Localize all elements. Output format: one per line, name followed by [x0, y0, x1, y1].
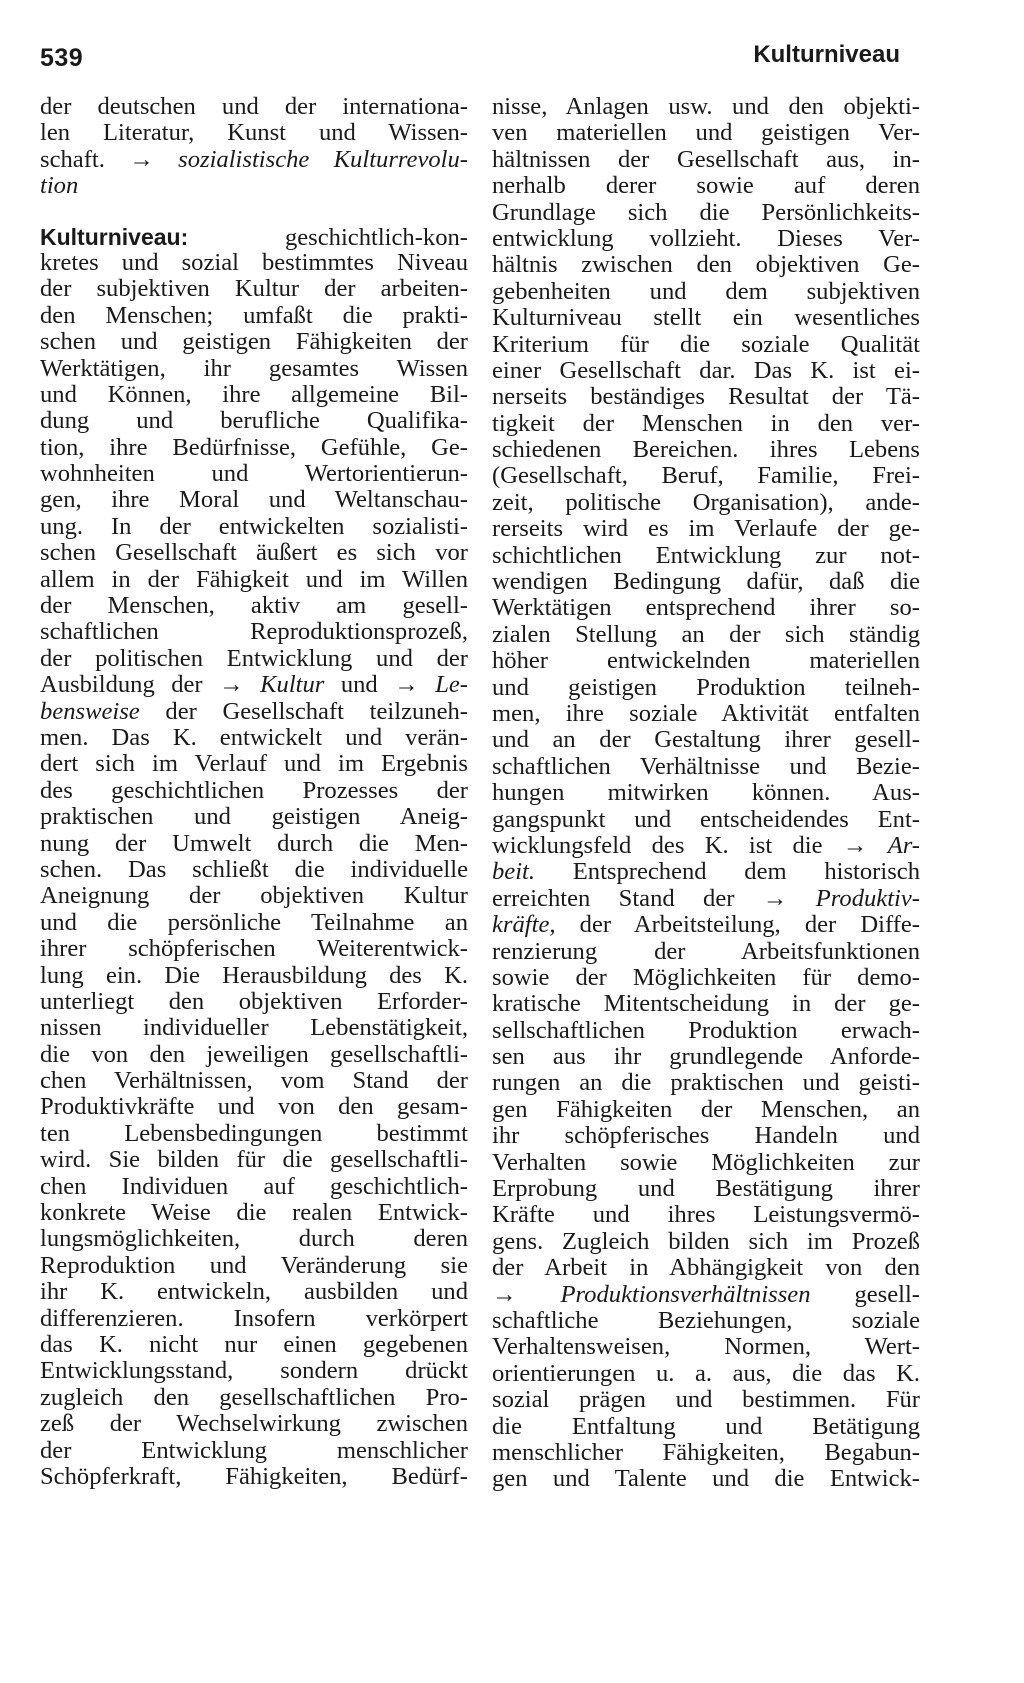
text-line: und geistigen Produktion teilneh- — [492, 673, 920, 701]
text-line: ihr K. entwickeln, ausbilden und — [40, 1278, 468, 1306]
text-line: ung. In der entwickelten sozialisti- — [40, 512, 468, 540]
text-line: und die persönliche Teilnahme an — [40, 908, 468, 936]
text-line: ihrer schöpferischen Weiterentwick- — [40, 935, 468, 963]
text-line: entwicklung vollzieht. Dieses Ver- — [492, 224, 920, 252]
text-line: zeit, politische Organisation), ande- — [492, 488, 920, 516]
text-line — [40, 224, 468, 250]
text-line: des geschichtlichen Prozesses der — [40, 776, 468, 804]
cross-reference-arrow: → — [842, 831, 868, 859]
left-column — [40, 94, 468, 1490]
text-line: rerseits wird es im Verlaufe der ge- — [492, 515, 920, 543]
text-line: nissen individueller Lebenstätigkeit, — [40, 1014, 468, 1042]
text-line: chen Verhältnissen, vom Stand der — [40, 1067, 468, 1095]
text-line: nerhalb derer sowie auf deren — [492, 172, 920, 200]
entry-headword: Kulturniveau: — [40, 223, 189, 250]
entry-kulturniveau — [40, 224, 468, 1491]
cross-reference[interactable]: tion — [40, 172, 79, 200]
text-line: schichtlichen Entwicklung zur not- — [492, 541, 920, 569]
text-line: tigkeit der Menschen in den ver- — [492, 409, 920, 437]
text-line: ven materiellen und geistigen Ver- — [492, 119, 920, 147]
text-line: die Entfaltung und Betätigung — [492, 1412, 920, 1440]
text-line: rungen an die praktischen und geisti- — [492, 1069, 920, 1097]
text-line: und Können, ihre allgemeine Bil- — [40, 380, 468, 408]
text-line: hungen mitwirken können. Aus- — [492, 779, 920, 807]
text-line: schen und geistigen Fähigkeiten der — [40, 328, 468, 356]
text-line: zugleich den gesellschaftlichen Pro- — [40, 1383, 468, 1411]
text-line: einer Gesellschaft dar. Das K. ist ei- — [492, 356, 920, 384]
text-fragment: Entsprechend dem historisch — [572, 858, 920, 886]
text-line: Werktätigen entsprechend ihrer so- — [492, 594, 920, 622]
text-line: höher entwickelnden materiellen — [492, 647, 920, 675]
text-line — [492, 912, 920, 938]
cross-reference[interactable]: bensweise — [40, 697, 140, 725]
cross-reference[interactable]: beit. — [492, 858, 536, 886]
text-line: schaftliche Beziehungen, soziale — [492, 1306, 920, 1334]
text-line: wird. Sie bilden für die gesellschaftli- — [40, 1146, 468, 1174]
text-line: Kriterium für die soziale Qualität — [492, 330, 920, 358]
text-line: der subjektiven Kultur der arbeiten- — [40, 275, 468, 303]
text-line: gebenheiten und dem subjektiven — [492, 277, 920, 305]
cross-reference-arrow: → — [492, 1280, 517, 1308]
text-line: ten Lebensbedingungen bestimmt — [40, 1119, 468, 1147]
text-line: kretes und sozial bestimmtes Niveau — [40, 248, 468, 276]
cross-reference[interactable]: sozialistische Kulturrevolu- — [178, 145, 468, 173]
text-line — [40, 699, 468, 725]
text-line: der Menschen, aktiv am gesell- — [40, 592, 468, 620]
text-line: schiedenen Bereichen. ihres Lebens — [492, 436, 920, 464]
text-line: die von den jeweiligen gesellschaftli- — [40, 1040, 468, 1068]
text-line: gangspunkt und entscheidendes Ent- — [492, 805, 920, 833]
text-line: sen aus ihr grundlegende Anforde- — [492, 1043, 920, 1071]
text-line — [492, 833, 920, 859]
text-line: Grundlage sich die Persönlichkeits- — [492, 198, 920, 226]
text-line: Schöpferkraft, Fähigkeiten, Bedürf- — [40, 1462, 468, 1490]
text-fragment: der Arbeitsteilung, der Diffe- — [579, 911, 920, 939]
text-line: differenzieren. Insofern verkörpert — [40, 1304, 468, 1332]
text-line: unterliegt den objektiven Erforder- — [40, 987, 468, 1015]
text-fragment: erreichten Stand der — [492, 884, 735, 912]
text-line: schaftlichen Verhältnisse und Bezie- — [492, 752, 920, 780]
text-line: sozial prägen und bestimmen. Für — [492, 1386, 920, 1414]
text-line: wohnheiten und Wertorientierun- — [40, 460, 468, 488]
text-line — [492, 886, 920, 912]
text-line: Erprobung und Bestätigung ihrer — [492, 1175, 920, 1203]
text-line: Entwicklungsstand, sondern drückt — [40, 1357, 468, 1385]
text-fragment: Ausbildung der — [40, 671, 203, 699]
text-line: Werktätigen, ihr gesamtes Wissen — [40, 354, 468, 382]
cross-reference-arrow: → — [129, 145, 154, 173]
text-line: schen Gesellschaft äußert es sich vor — [40, 539, 468, 567]
text-line: Aneignung der objektiven Kultur — [40, 882, 468, 910]
text-line: zialen Stellung an der sich ständig — [492, 620, 920, 648]
text-line — [492, 1282, 920, 1308]
running-head: Kulturniveau — [753, 41, 900, 68]
text-line: gens. Zugleich bilden sich im Prozeß — [492, 1227, 920, 1255]
text-line: nisse, Anlagen usw. und den objekti- — [492, 93, 920, 120]
text-line: Kulturniveau stellt ein wesentliches — [492, 304, 920, 332]
text-line: (Gesellschaft, Beruf, Familie, Frei- — [492, 462, 920, 490]
text-line: hältnissen der Gesellschaft aus, in- — [492, 145, 920, 173]
text-line: Reproduktion und Veränderung sie — [40, 1251, 468, 1279]
text-line: schen. Das schließt die individuelle — [40, 855, 468, 883]
page-number: 539 — [40, 44, 84, 72]
text-fragment: schaft. — [40, 145, 105, 173]
text-line: allem in der Fähigkeit und im Willen — [40, 565, 468, 593]
text-line: tion, ihre Bedürfnisse, Gefühle, Ge- — [40, 433, 468, 461]
text-fragment: geschichtlich-kon- — [284, 223, 468, 251]
text-line: Verhalten sowie Möglichkeiten zur — [492, 1148, 920, 1176]
text-line: der deutschen und der internationa- — [40, 93, 468, 120]
cross-reference-arrow: → — [394, 671, 419, 699]
text-line: menschlicher Fähigkeiten, Begabun- — [492, 1438, 920, 1466]
cross-reference[interactable]: Le- — [435, 671, 468, 699]
paragraph-gap — [40, 200, 468, 224]
text-line: nung der Umwelt durch die Men- — [40, 829, 468, 857]
text-line: das K. nicht nur einen gegebenen — [40, 1330, 468, 1358]
cross-reference-arrow: → — [219, 671, 244, 699]
text-line: Produktivkräfte und von den gesam- — [40, 1093, 468, 1121]
text-line: schaftlichen Reproduktionsprozeß, — [40, 618, 468, 646]
text-line: konkrete Weise die realen Entwick- — [40, 1199, 468, 1227]
intro-paragraph — [40, 94, 468, 200]
text-line: lung ein. Die Herausbildung des K. — [40, 961, 468, 989]
text-line: renzierung der Arbeitsfunktionen — [492, 937, 920, 965]
text-line: ihr schöpferisches Handeln und — [492, 1122, 920, 1150]
text-line: der Arbeit in Abhängigkeit von den — [492, 1254, 920, 1282]
text-line: wendigen Bedingung dafür, daß die — [492, 568, 920, 596]
text-line: der politischen Entwicklung und der — [40, 644, 468, 672]
text-line: gen Fähigkeiten der Menschen, an — [492, 1095, 920, 1123]
text-line: orientierungen u. a. aus, die das K. — [492, 1359, 920, 1387]
text-line: zeß der Wechselwirkung zwischen — [40, 1410, 468, 1438]
text-line: men, ihre soziale Aktivität entfalten — [492, 699, 920, 727]
text-fragment: gesell- — [854, 1280, 920, 1308]
text-fragment: und — [340, 671, 378, 699]
text-line: gen und Talente und die Entwick- — [492, 1465, 920, 1493]
text-line: chen Individuen auf geschichtlich- — [40, 1172, 468, 1200]
text-line: len Literatur, Kunst und Wissen- — [40, 119, 468, 147]
text-line: praktischen und geistigen Aneig- — [40, 803, 468, 831]
text-line: dung und berufliche Qualifika- — [40, 407, 468, 435]
text-line: nerseits beständiges Resultat der Tä- — [492, 383, 920, 411]
text-fragment: der Gesellschaft teilzuneh- — [165, 697, 468, 725]
cross-reference-arrow: → — [762, 884, 788, 912]
cross-reference[interactable]: Kultur — [260, 671, 325, 699]
text-line: Kräfte und ihres Leistungsvermö- — [492, 1201, 920, 1229]
text-fragment: wicklungsfeld des K. ist die — [492, 831, 823, 859]
text-line: Verhaltensweisen, Normen, Wert- — [492, 1333, 920, 1361]
cross-reference[interactable]: kräfte, — [492, 911, 556, 939]
cross-reference[interactable]: Ar- — [887, 831, 920, 859]
text-line — [40, 672, 468, 698]
text-line: gen, ihre Moral und Weltanschau- — [40, 486, 468, 514]
cross-reference[interactable]: Produktiv- — [815, 884, 920, 912]
text-line — [492, 859, 920, 885]
text-line: den Menschen; umfaßt die prakti- — [40, 301, 468, 329]
text-line: sowie der Möglichkeiten für demo- — [492, 963, 920, 991]
cross-reference[interactable]: Produktionsverhältnissen — [560, 1280, 811, 1308]
text-line: men. Das K. entwickelt und verän- — [40, 723, 468, 751]
text-line: und an der Gestaltung ihrer gesell- — [492, 726, 920, 754]
text-line: lungsmöglichkeiten, durch deren — [40, 1225, 468, 1253]
text-line: hältnis zwischen den objektiven Ge- — [492, 251, 920, 279]
text-line — [40, 147, 468, 173]
text-line: sellschaftlichen Produktion erwach- — [492, 1016, 920, 1044]
text-line: dert sich im Verlauf und im Ergebnis — [40, 750, 468, 778]
right-column — [492, 94, 920, 1493]
text-line: kratische Mitentscheidung in der ge- — [492, 990, 920, 1018]
text-line: der Entwicklung menschlicher — [40, 1436, 468, 1464]
text-line — [40, 173, 468, 199]
